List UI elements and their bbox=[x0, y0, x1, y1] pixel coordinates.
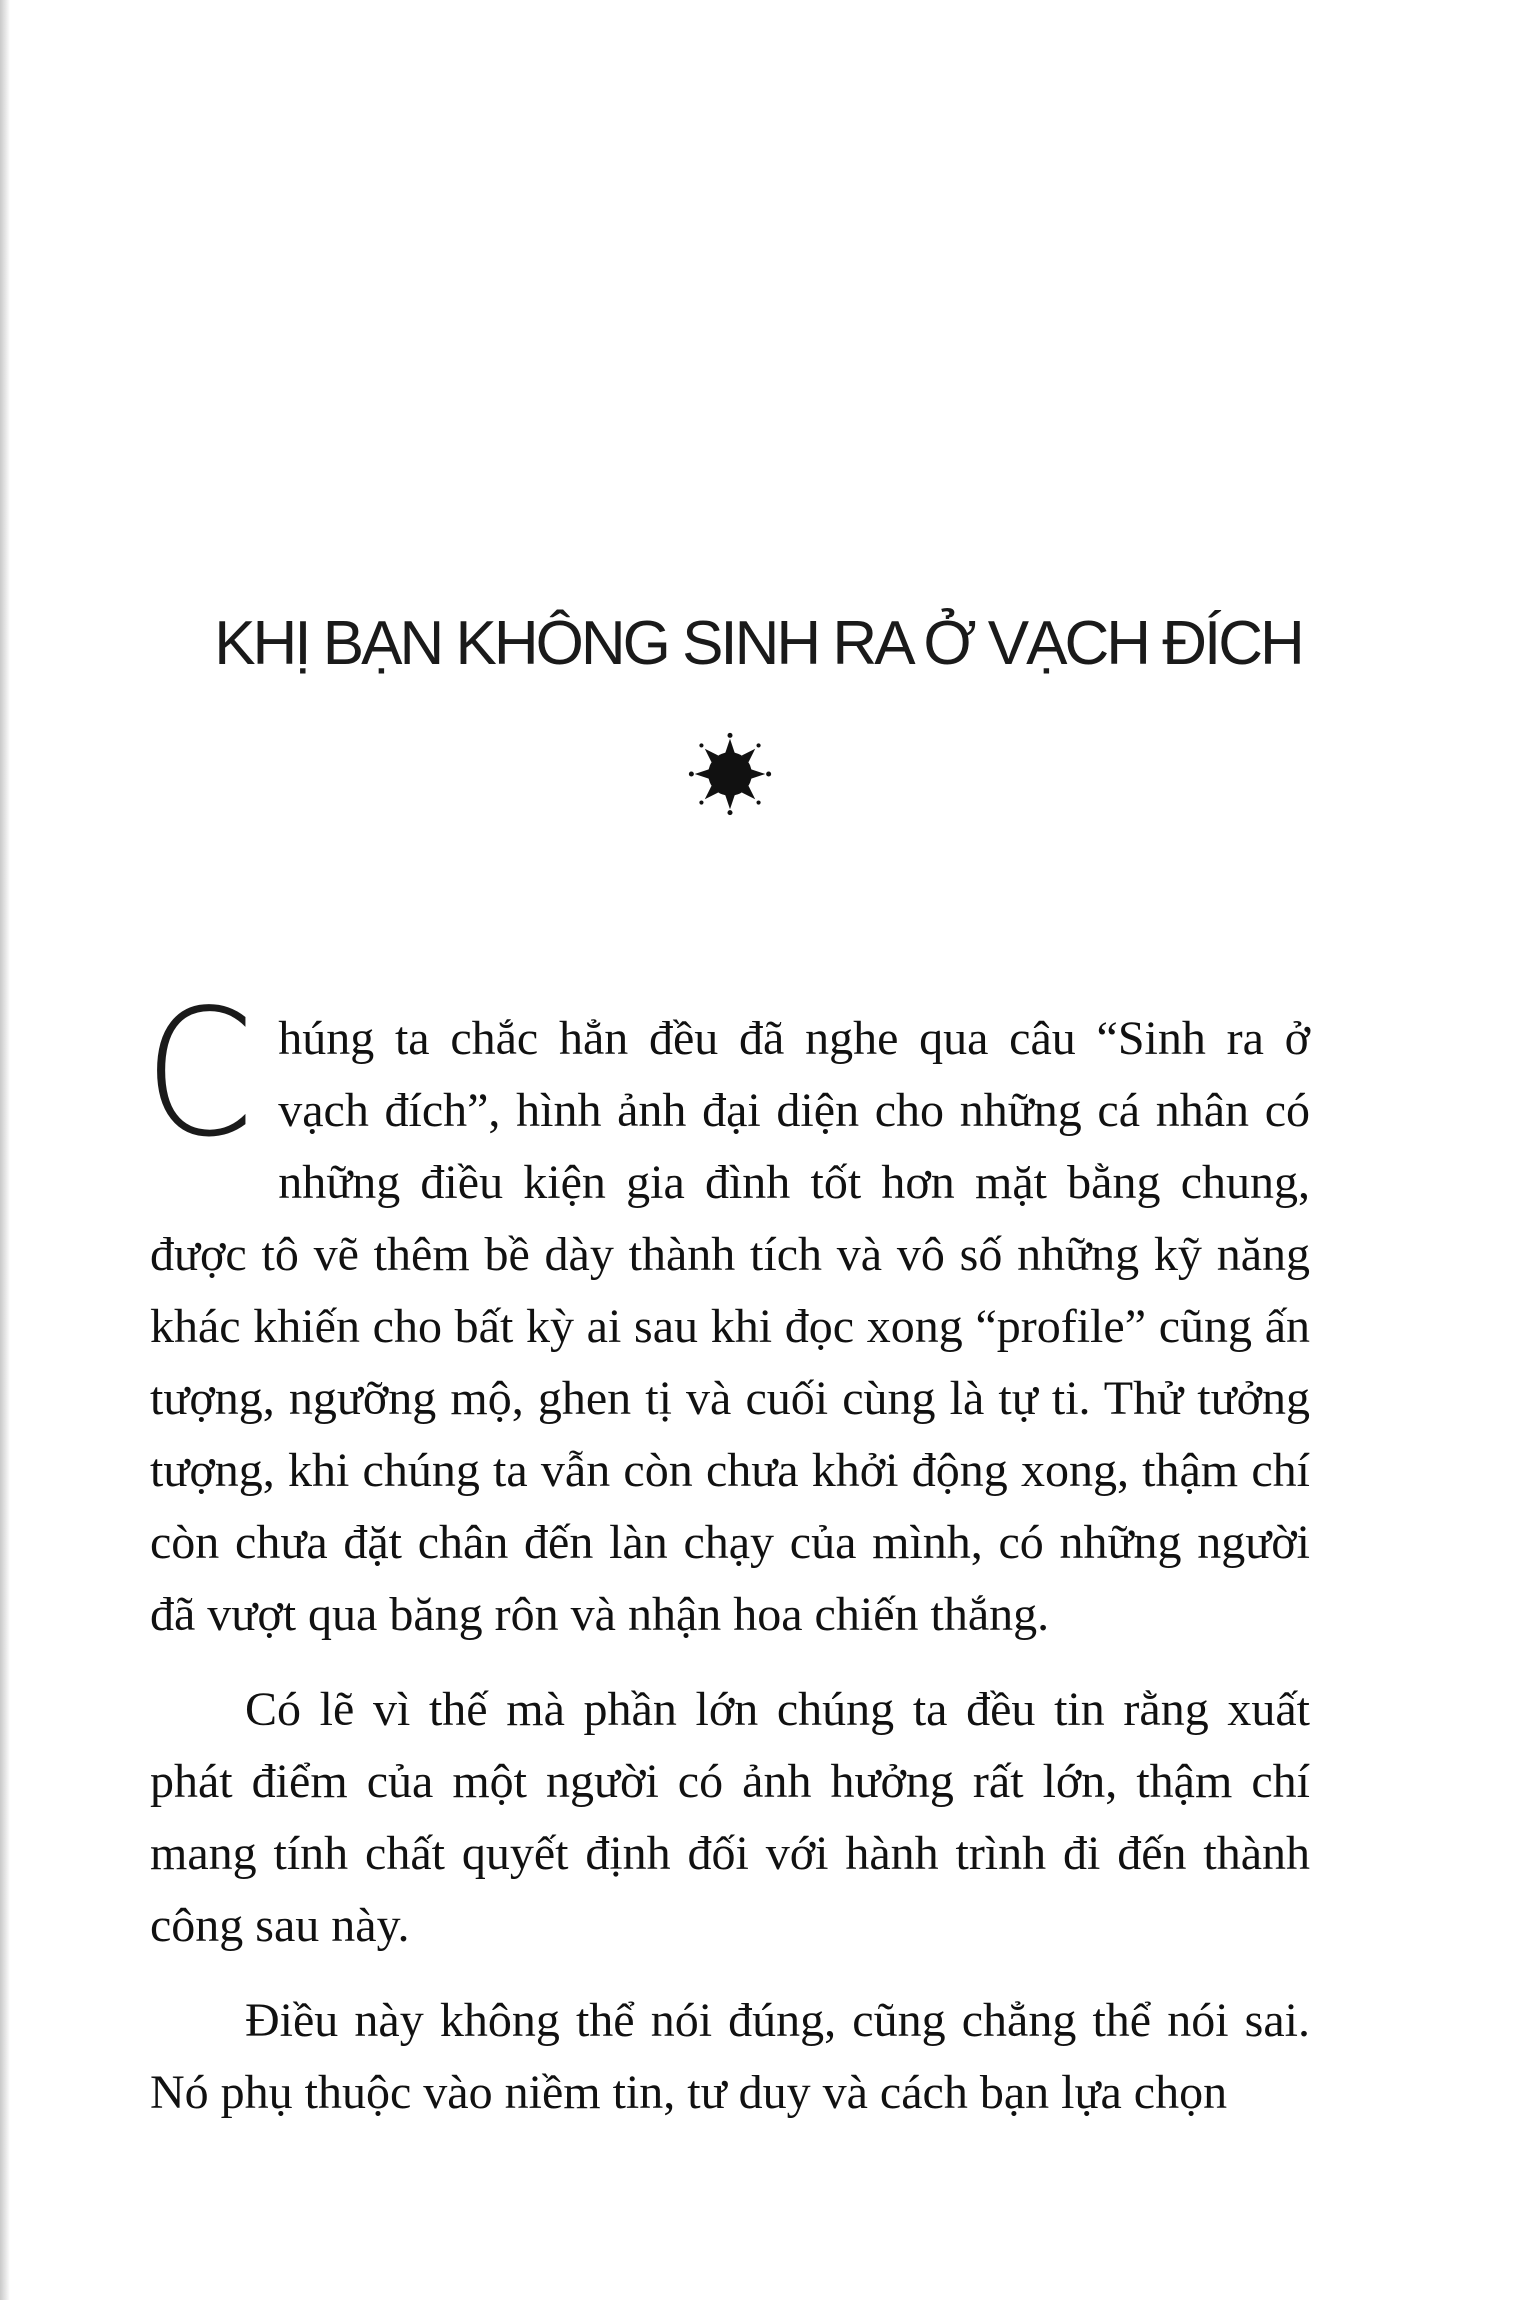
paragraph-1-text: húng ta chắc hẳn đều đã nghe qua câu “Sinh ra ở vạch đích”, hình ảnh đại diện cho những cá nhân có những điều kiện gia đình tốt hơn mặt bằng chung, được tô vẽ thêm bề dày thành tích và vô số những kỹ năng khác khiến cho bất kỳ ai sau khi đọc xong “profile” cũng ấn tượng, ngưỡng mộ, ghen tị và cuối cùng là tự ti. Thử tưởng tượng, khi chúng ta vẫn còn chưa khởi động xong, thậm chí còn chưa đặt chân đến làn chạy của mình, có những người đã vượt qua băng rôn và nhận hoa chiến thắng. bbox=[150, 1012, 1310, 1641]
drop-cap: C bbox=[144, 973, 254, 1176]
chapter-title: KHỊ BẠN KHÔNG SINH RA Ở VẠCH ĐÍCH bbox=[214, 609, 1302, 678]
body-text bbox=[144, 973, 1310, 2152]
paragraph-1 bbox=[144, 973, 1310, 1651]
paragraph-3: Điều này không thể nói đúng, cũng chẳng thể nói sai. Nó phụ thuộc vào niềm tin, tư duy và cách bạn lựa chọn bbox=[150, 1994, 1310, 2119]
page-spine-shadow bbox=[0, 0, 10, 2300]
star-ornament-icon bbox=[688, 732, 772, 816]
paragraph-2: Có lẽ vì thế mà phần lớn chúng ta đều tin rằng xuất phát điểm của một người có ảnh hưởng rất lớn, thậm chí mang tính chất quyết định đối với hành trình đi đến thành công sau này. bbox=[150, 1683, 1310, 1952]
